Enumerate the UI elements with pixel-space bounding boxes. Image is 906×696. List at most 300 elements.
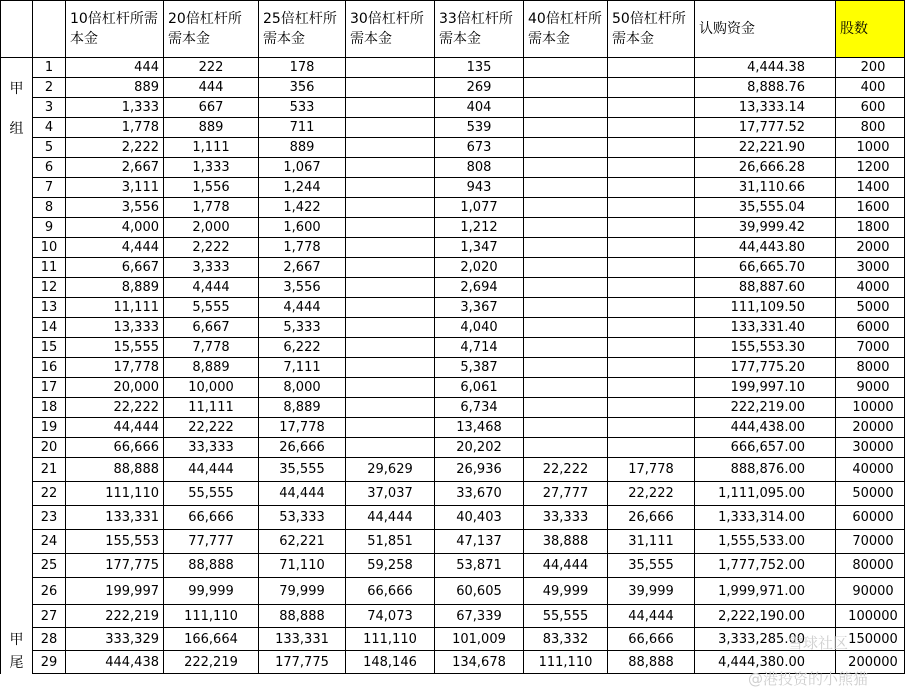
table-row: [1, 378, 905, 398]
table-body: [1, 58, 905, 674]
cell-subscription: 1,555,533.00: [695, 530, 836, 554]
cell-30x: 66,666: [346, 578, 435, 605]
row-number-cell: 20: [33, 438, 66, 458]
cell-50x: [608, 158, 695, 178]
cell-30x: 44,444: [346, 506, 435, 530]
cell-30x: [346, 358, 435, 378]
cell-50x: [608, 438, 695, 458]
cell-40x: [524, 238, 608, 258]
group-label-cell: [1, 506, 33, 530]
row-number-cell: 19: [33, 418, 66, 438]
cell-shares: 1200: [836, 158, 905, 178]
cell-20x: 55,555: [164, 482, 259, 506]
cell-25x: 1,600: [259, 218, 346, 238]
group-label-cell: [1, 378, 33, 398]
cell-50x: [608, 178, 695, 198]
cell-40x: [524, 98, 608, 118]
cell-30x: [346, 318, 435, 338]
cell-50x: [608, 78, 695, 98]
cell-20x: 444: [164, 78, 259, 98]
cell-40x: [524, 358, 608, 378]
group-label-cell: [1, 218, 33, 238]
cell-40x: [524, 318, 608, 338]
group-label-cell: [1, 278, 33, 298]
cell-shares: 1600: [836, 198, 905, 218]
cell-shares: 800: [836, 118, 905, 138]
cell-20x: 889: [164, 118, 259, 138]
cell-30x: [346, 418, 435, 438]
cell-subscription: 44,443.80: [695, 238, 836, 258]
row-number-cell: 10: [33, 238, 66, 258]
cell-shares: 60000: [836, 506, 905, 530]
cell-25x: 1,067: [259, 158, 346, 178]
cell-20x: 8,889: [164, 358, 259, 378]
cell-10x: 155,553: [66, 530, 164, 554]
table-row: [1, 358, 905, 378]
cell-40x: [524, 438, 608, 458]
cell-50x: [608, 378, 695, 398]
cell-20x: 7,778: [164, 338, 259, 358]
cell-10x: 6,667: [66, 258, 164, 278]
cell-subscription: 66,665.70: [695, 258, 836, 278]
cell-shares: 7000: [836, 338, 905, 358]
cell-subscription: 3,333,285.00: [695, 628, 836, 651]
cell-30x: 59,258: [346, 554, 435, 578]
cell-20x: 22,222: [164, 418, 259, 438]
cell-33x: 47,137: [435, 530, 524, 554]
row-number-cell: 23: [33, 506, 66, 530]
cell-40x: 33,333: [524, 506, 608, 530]
cell-shares: 3000: [836, 258, 905, 278]
cell-shares: 1800: [836, 218, 905, 238]
cell-shares: 200000: [836, 651, 905, 674]
row-number-cell: 12: [33, 278, 66, 298]
cell-25x: 711: [259, 118, 346, 138]
cell-25x: 889: [259, 138, 346, 158]
table-row: [1, 530, 905, 554]
cell-shares: 80000: [836, 554, 905, 578]
row-number-cell: 1: [33, 58, 66, 78]
cell-33x: 13,468: [435, 418, 524, 438]
cell-40x: 22,222: [524, 458, 608, 482]
cell-50x: [608, 118, 695, 138]
cell-25x: 26,666: [259, 438, 346, 458]
cell-33x: 6,061: [435, 378, 524, 398]
group-label-cell: [1, 198, 33, 218]
cell-50x: [608, 218, 695, 238]
cell-20x: 222: [164, 58, 259, 78]
cell-50x: [608, 338, 695, 358]
header-subscription: 认购资金: [695, 1, 836, 58]
cell-40x: [524, 218, 608, 238]
cell-subscription: 444,438.00: [695, 418, 836, 438]
cell-50x: 26,666: [608, 506, 695, 530]
cell-shares: 8000: [836, 358, 905, 378]
header-cell: [1, 1, 33, 58]
cell-20x: 88,888: [164, 554, 259, 578]
cell-subscription: 31,110.66: [695, 178, 836, 198]
cell-33x: 6,734: [435, 398, 524, 418]
cell-40x: [524, 258, 608, 278]
row-number-cell: 16: [33, 358, 66, 378]
cell-30x: 74,073: [346, 605, 435, 628]
cell-30x: 37,037: [346, 482, 435, 506]
cell-subscription: 22,221.90: [695, 138, 836, 158]
group-label-cell: [1, 554, 33, 578]
cell-33x: 2,020: [435, 258, 524, 278]
cell-10x: 1,333: [66, 98, 164, 118]
cell-40x: [524, 178, 608, 198]
cell-30x: 29,629: [346, 458, 435, 482]
header-cell: [33, 1, 66, 58]
cell-50x: 66,666: [608, 628, 695, 651]
group-label-cell: [1, 530, 33, 554]
cell-30x: [346, 298, 435, 318]
group-label-cell: [1, 578, 33, 605]
cell-shares: 1400: [836, 178, 905, 198]
table-row: [1, 438, 905, 458]
cell-10x: 20,000: [66, 378, 164, 398]
table-row: [1, 628, 905, 651]
cell-30x: 51,851: [346, 530, 435, 554]
table-row: [1, 578, 905, 605]
cell-50x: 88,888: [608, 651, 695, 674]
cell-shares: 200: [836, 58, 905, 78]
group-label-cell: [1, 318, 33, 338]
row-number-cell: 17: [33, 378, 66, 398]
cell-33x: 539: [435, 118, 524, 138]
cell-40x: [524, 278, 608, 298]
cell-33x: 67,339: [435, 605, 524, 628]
row-number-cell: 14: [33, 318, 66, 338]
cell-20x: 667: [164, 98, 259, 118]
cell-50x: 35,555: [608, 554, 695, 578]
cell-25x: 8,000: [259, 378, 346, 398]
cell-33x: 269: [435, 78, 524, 98]
cell-subscription: 17,777.52: [695, 118, 836, 138]
cell-25x: 356: [259, 78, 346, 98]
cell-shares: 10000: [836, 398, 905, 418]
cell-40x: 49,999: [524, 578, 608, 605]
cell-30x: 148,146: [346, 651, 435, 674]
row-number-cell: 5: [33, 138, 66, 158]
cell-33x: 53,871: [435, 554, 524, 578]
cell-20x: 1,333: [164, 158, 259, 178]
cell-30x: [346, 58, 435, 78]
cell-40x: 38,888: [524, 530, 608, 554]
cell-30x: 111,110: [346, 628, 435, 651]
cell-25x: 533: [259, 98, 346, 118]
table-row: [1, 158, 905, 178]
cell-33x: 40,403: [435, 506, 524, 530]
cell-33x: 3,367: [435, 298, 524, 318]
cell-20x: 3,333: [164, 258, 259, 278]
cell-33x: 20,202: [435, 438, 524, 458]
row-number-cell: 15: [33, 338, 66, 358]
cell-25x: 2,667: [259, 258, 346, 278]
cell-20x: 1,778: [164, 198, 259, 218]
cell-20x: 33,333: [164, 438, 259, 458]
group-label-cell: [1, 258, 33, 278]
cell-20x: 2,222: [164, 238, 259, 258]
cell-50x: [608, 278, 695, 298]
cell-subscription: 2,222,190.00: [695, 605, 836, 628]
row-number-cell: 27: [33, 605, 66, 628]
cell-20x: 1,111: [164, 138, 259, 158]
cell-subscription: 1,999,971.00: [695, 578, 836, 605]
cell-10x: 4,444: [66, 238, 164, 258]
cell-50x: [608, 138, 695, 158]
cell-10x: 17,778: [66, 358, 164, 378]
cell-40x: 27,777: [524, 482, 608, 506]
cell-shares: 4000: [836, 278, 905, 298]
cell-25x: 5,333: [259, 318, 346, 338]
row-number-cell: 24: [33, 530, 66, 554]
cell-50x: [608, 318, 695, 338]
watermark-community: 雪球社区: [788, 634, 849, 652]
row-number-cell: 9: [33, 218, 66, 238]
cell-33x: 101,009: [435, 628, 524, 651]
group-label-cell: 甲: [1, 78, 33, 98]
cell-shares: 30000: [836, 438, 905, 458]
cell-10x: 133,331: [66, 506, 164, 530]
row-number-cell: 26: [33, 578, 66, 605]
group-label-cell: [1, 438, 33, 458]
cell-50x: 22,222: [608, 482, 695, 506]
table-row: [1, 138, 905, 158]
cell-40x: [524, 338, 608, 358]
cell-subscription: 1,111,095.00: [695, 482, 836, 506]
group-label-cell: [1, 238, 33, 258]
cell-20x: 11,111: [164, 398, 259, 418]
cell-25x: 177,775: [259, 651, 346, 674]
cell-subscription: 1,333,314.00: [695, 506, 836, 530]
cell-40x: [524, 58, 608, 78]
group-label-cell: [1, 482, 33, 506]
cell-10x: 8,889: [66, 278, 164, 298]
cell-20x: 1,556: [164, 178, 259, 198]
row-number-cell: 8: [33, 198, 66, 218]
header-10x: 10倍杠杆所需本金: [66, 1, 164, 58]
cell-shares: 50000: [836, 482, 905, 506]
table-row: [1, 58, 905, 78]
cell-shares: 600: [836, 98, 905, 118]
cell-25x: 7,111: [259, 358, 346, 378]
table-row: [1, 506, 905, 530]
cell-subscription: 133,331.40: [695, 318, 836, 338]
cell-subscription: 222,219.00: [695, 398, 836, 418]
cell-50x: [608, 358, 695, 378]
cell-10x: 4,000: [66, 218, 164, 238]
table-row: [1, 605, 905, 628]
cell-25x: 17,778: [259, 418, 346, 438]
cell-subscription: 26,666.28: [695, 158, 836, 178]
table-row: [1, 482, 905, 506]
group-label-cell: [1, 58, 33, 78]
table-row: [1, 218, 905, 238]
cell-50x: 31,111: [608, 530, 695, 554]
group-label-cell: [1, 458, 33, 482]
row-number-cell: 13: [33, 298, 66, 318]
cell-20x: 5,555: [164, 298, 259, 318]
cell-33x: 943: [435, 178, 524, 198]
table-row: [1, 554, 905, 578]
group-label-cell: 尾: [1, 651, 33, 674]
header-shares: 股数: [836, 1, 905, 58]
cell-25x: 8,889: [259, 398, 346, 418]
cell-subscription: 4,444.38: [695, 58, 836, 78]
cell-25x: 88,888: [259, 605, 346, 628]
cell-25x: 79,999: [259, 578, 346, 605]
cell-10x: 444,438: [66, 651, 164, 674]
cell-shares: 1000: [836, 138, 905, 158]
cell-25x: 44,444: [259, 482, 346, 506]
cell-10x: 11,111: [66, 298, 164, 318]
cell-50x: 44,444: [608, 605, 695, 628]
cell-40x: [524, 138, 608, 158]
cell-33x: 2,694: [435, 278, 524, 298]
cell-10x: 2,222: [66, 138, 164, 158]
row-number-cell: 25: [33, 554, 66, 578]
cell-shares: 2000: [836, 238, 905, 258]
table-row: [1, 98, 905, 118]
cell-10x: 333,329: [66, 628, 164, 651]
cell-25x: 1,422: [259, 198, 346, 218]
cell-subscription: 155,553.30: [695, 338, 836, 358]
cell-10x: 1,778: [66, 118, 164, 138]
cell-33x: 404: [435, 98, 524, 118]
cell-40x: 111,110: [524, 651, 608, 674]
table-row: [1, 78, 905, 98]
cell-25x: 71,110: [259, 554, 346, 578]
cell-40x: 44,444: [524, 554, 608, 578]
row-number-cell: 22: [33, 482, 66, 506]
group-label-cell: [1, 158, 33, 178]
cell-30x: [346, 238, 435, 258]
table-row: [1, 298, 905, 318]
table-row: [1, 118, 905, 138]
cell-40x: [524, 298, 608, 318]
cell-subscription: 8,888.76: [695, 78, 836, 98]
table-row: [1, 258, 905, 278]
cell-20x: 111,110: [164, 605, 259, 628]
cell-shares: 6000: [836, 318, 905, 338]
cell-10x: 177,775: [66, 554, 164, 578]
cell-40x: [524, 158, 608, 178]
group-label-cell: [1, 605, 33, 628]
group-label-cell: [1, 338, 33, 358]
cell-50x: [608, 398, 695, 418]
cell-50x: 17,778: [608, 458, 695, 482]
cell-25x: 35,555: [259, 458, 346, 482]
cell-20x: 66,666: [164, 506, 259, 530]
table-row: [1, 338, 905, 358]
cell-40x: [524, 418, 608, 438]
cell-33x: 1,212: [435, 218, 524, 238]
cell-40x: [524, 78, 608, 98]
cell-25x: 3,556: [259, 278, 346, 298]
cell-20x: 222,219: [164, 651, 259, 674]
cell-subscription: 1,777,752.00: [695, 554, 836, 578]
cell-40x: 83,332: [524, 628, 608, 651]
cell-shares: 20000: [836, 418, 905, 438]
cell-20x: 10,000: [164, 378, 259, 398]
table-row: [1, 398, 905, 418]
cell-50x: [608, 418, 695, 438]
row-number-cell: 7: [33, 178, 66, 198]
cell-subscription: 4,444,380.00: [695, 651, 836, 674]
cell-30x: [346, 118, 435, 138]
cell-shares: 70000: [836, 530, 905, 554]
cell-25x: 6,222: [259, 338, 346, 358]
cell-33x: 26,936: [435, 458, 524, 482]
group-label-cell: [1, 98, 33, 118]
row-number-cell: 29: [33, 651, 66, 674]
cell-shares: 150000: [836, 628, 905, 651]
cell-10x: 22,222: [66, 398, 164, 418]
table-row: [1, 318, 905, 338]
header-50x: 50倍杠杆所需本金: [608, 1, 695, 58]
cell-shares: 100000: [836, 605, 905, 628]
cell-30x: [346, 378, 435, 398]
group-label-cell: [1, 358, 33, 378]
cell-shares: 9000: [836, 378, 905, 398]
cell-33x: 60,605: [435, 578, 524, 605]
cell-50x: [608, 258, 695, 278]
row-number-cell: 21: [33, 458, 66, 482]
cell-25x: 62,221: [259, 530, 346, 554]
cell-subscription: 177,775.20: [695, 358, 836, 378]
group-label-cell: [1, 298, 33, 318]
row-number-cell: 6: [33, 158, 66, 178]
header-row: [1, 1, 905, 58]
cell-10x: 66,666: [66, 438, 164, 458]
header-30x: 30倍杠杆所需本金: [346, 1, 435, 58]
table-row: [1, 238, 905, 258]
group-label-cell: [1, 138, 33, 158]
cell-subscription: 39,999.42: [695, 218, 836, 238]
cell-shares: 5000: [836, 298, 905, 318]
header-33x: 33倍杠杆所需本金: [435, 1, 524, 58]
cell-30x: [346, 218, 435, 238]
cell-30x: [346, 278, 435, 298]
row-number-cell: 28: [33, 628, 66, 651]
cell-subscription: 13,333.14: [695, 98, 836, 118]
table-row: [1, 178, 905, 198]
cell-10x: 889: [66, 78, 164, 98]
header-40x: 40倍杠杆所需本金: [524, 1, 608, 58]
cell-subscription: 199,997.10: [695, 378, 836, 398]
cell-10x: 88,888: [66, 458, 164, 482]
cell-10x: 3,111: [66, 178, 164, 198]
cell-30x: [346, 338, 435, 358]
cell-30x: [346, 78, 435, 98]
cell-20x: 6,667: [164, 318, 259, 338]
cell-subscription: 88,887.60: [695, 278, 836, 298]
cell-20x: 4,444: [164, 278, 259, 298]
cell-50x: [608, 58, 695, 78]
cell-33x: 33,670: [435, 482, 524, 506]
header-20x: 20倍杠杆所需本金: [164, 1, 259, 58]
cell-50x: 39,999: [608, 578, 695, 605]
cell-50x: [608, 238, 695, 258]
row-number-cell: 4: [33, 118, 66, 138]
header-25x: 25倍杠杆所需本金: [259, 1, 346, 58]
cell-30x: [346, 438, 435, 458]
cell-20x: 44,444: [164, 458, 259, 482]
cell-10x: 111,110: [66, 482, 164, 506]
cell-10x: 444: [66, 58, 164, 78]
